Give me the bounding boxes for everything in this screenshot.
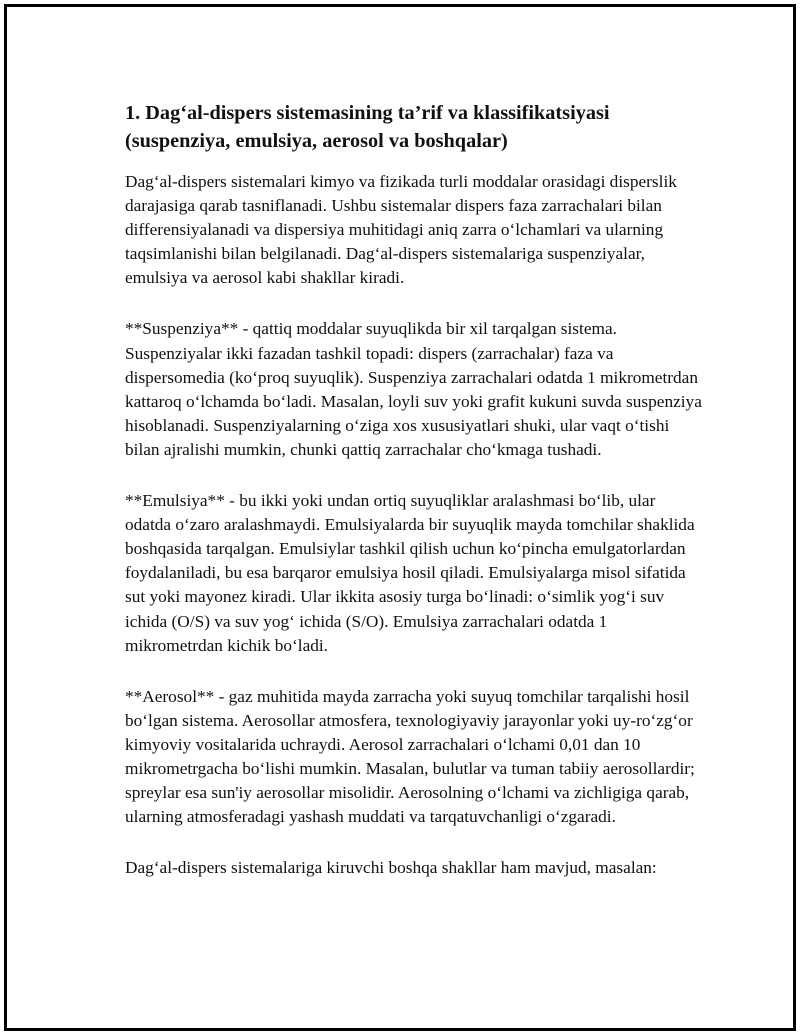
suspension-paragraph: **Suspenziya** - qattiq moddalar suyuqlikda bir xil tarqalgan sistema. Suspenziyalar ikki fazadan tashkil topadi: dispers (zarrachalar) faza va dispersomedia (ko‘proq suyuqlik). Suspenziya zarrachalari odatda 1 mikrometrdan kattaroq o‘lchamda bo‘ladi. Masalan, loyli suv yoki grafit kukuni suvda suspenziya hisoblanadi. Suspenziyalarning o‘ziga xos xususiyatlari shuki, ular vaqt o‘tishi bilan ajralishi mumkin, chunki qattiq zarrachalar cho‘kmaga tushadi. — [125, 319, 702, 459]
section-heading: 1. Dag‘al-dispers sistemasining ta’rif va klassifikatsiyasi (suspenziya, emulsiya, aerosol va boshqalar) — [125, 102, 610, 152]
document-body — [125, 99, 703, 907]
aerosol-paragraph: **Aerosol** - gaz muhitida mayda zarracha yoki suyuq tomchilar tarqalishi hosil bo‘lgan sistema. Aerosollar atmosfera, texnologiyaviy jarayonlar yoki uy-ro‘zg‘or kimyoviy vositalarida uchraydi. Aerosol zarrachalari o‘lchami 0,01 dan 10 mikrometrgacha bo‘lishi mumkin. Masalan, bulutlar va tuman tabiiy aerosollardir; spreylar esa sun'iy aerosollar misolidir. Aerosolning o‘lchami va zichligiga qarab, ularning atmosferadagi yashash muddati va tarqatuvchanligi o‘zgaradi. — [125, 686, 695, 827]
page-frame — [4, 4, 796, 1031]
emulsion-paragraph: **Emulsiya** - bu ikki yoki undan ortiq suyuqliklar aralashmasi bo‘lib, ular odatda o‘zaro aralashmaydi. Emulsiyalarda bir suyuqlik mayda tomchilar shaklida boshqasida tarqalgan. Emulsiylar tashkil qilish uchun ko‘pincha emulgatorlardan foydalaniladi, bu esa barqaror emulsiya hosil qiladi. Emulsiyalarga misol sifatida sut yoki mayonez kiradi. Ular ikkita asosiy turga bo‘linadi: o‘simlik yog‘i suv ichida (O/S) va suv yog‘ ichida (S/O). Emulsiya zarrachalari odatda 1 mikrometrdan kichik bo‘ladi. — [125, 491, 695, 655]
intro-paragraph: Dag‘al-dispers sistemalari kimyo va fizikada turli moddalar orasidagi disperslik darajasiga qarab tasniflanadi. Ushbu sistemalar dispers faza zarrachalari bilan differensiyalanadi va dispersiya muhitidagi aniq zarra o‘lchamlari va ularning taqsimlanishi bilan belgilanadi. Dag‘al-dispers sistemalariga suspenziyalar, emulsiya va aerosol kabi shakllar kiradi. — [125, 172, 677, 288]
other-forms-paragraph: Dag‘al-dispers sistemalariga kiruvchi boshqa shakllar ham mavjud, masalan: — [125, 858, 657, 878]
